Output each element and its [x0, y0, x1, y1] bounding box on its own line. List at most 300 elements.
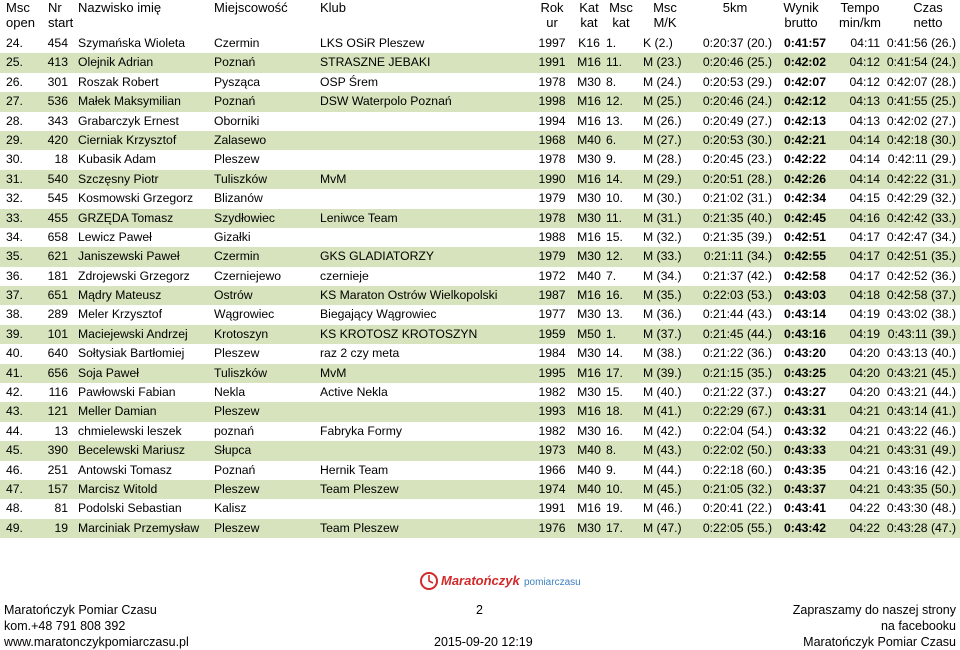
cell-5km-split: 0:21:22 (37.)	[702, 385, 772, 400]
table-row	[0, 402, 960, 421]
cell-name: Roszak Robert	[78, 74, 159, 89]
cell-club: raz 2 czy meta	[320, 346, 400, 361]
cell-start-number: 536	[47, 94, 68, 109]
cell-category: M30	[577, 210, 601, 225]
cell-year: 1984	[538, 346, 566, 361]
cell-city: Tuliszków	[214, 171, 268, 186]
cell-5km-split: 0:20:53 (29.)	[702, 74, 772, 89]
cell-5km-split: 0:21:15 (35.)	[702, 365, 772, 380]
cell-net-time: 0:43:28 (47.)	[886, 520, 956, 535]
cell-pace: 04:17	[849, 249, 880, 264]
cell-category-place: 9.	[606, 152, 617, 167]
table-row	[0, 499, 960, 518]
cell-category-place: 16.	[606, 288, 623, 303]
cell-start-number: 18	[54, 152, 68, 167]
cell-5km-split: 0:20:45 (23.)	[702, 152, 772, 167]
table-row	[0, 73, 960, 92]
cell-club: Fabryka Formy	[320, 423, 402, 438]
table-row	[0, 170, 960, 189]
table-row	[0, 519, 960, 538]
cell-net-time: 0:42:11 (29.)	[887, 152, 956, 167]
cell-net-time: 0:42:02 (27.)	[886, 113, 956, 128]
cell-category: M16	[577, 501, 601, 516]
cell-gender-place: M (34.)	[643, 268, 682, 283]
cell-pace: 04:18	[849, 288, 880, 303]
cell-net-time: 0:43:14 (41.)	[886, 404, 956, 419]
cell-pace: 04:22	[849, 520, 880, 535]
cell-gross-time: 0:42:21	[783, 132, 826, 147]
cell-year: 1998	[538, 94, 566, 109]
table-row	[0, 247, 960, 266]
cell-club: Hernik Team	[320, 462, 389, 477]
cell-year: 1979	[538, 191, 566, 206]
cell-net-time: 0:43:21 (45.)	[886, 365, 956, 380]
cell-start-number: 116	[48, 385, 68, 400]
cell-start-number: 621	[47, 249, 68, 264]
footer-company-right: Maratończyk Pomiar Czasu	[803, 635, 956, 649]
cell-gross-time: 0:43:20	[783, 346, 826, 361]
table-row	[0, 150, 960, 169]
cell-pace: 04:19	[849, 326, 880, 341]
table-row	[0, 325, 960, 344]
cell-category-place: 17.	[606, 520, 623, 535]
cell-5km-split: 0:20:46 (24.)	[702, 94, 772, 109]
cell-gender-place: M (39.)	[643, 365, 682, 380]
cell-position: 28.	[6, 113, 23, 128]
cell-year: 1976	[538, 520, 566, 535]
footer-phone: kom.+48 791 808 392	[4, 619, 126, 633]
cell-position: 47.	[6, 481, 23, 496]
cell-position: 40.	[6, 346, 23, 361]
cell-category-place: 16.	[606, 423, 623, 438]
cell-category: M16	[577, 404, 601, 419]
cell-category-place: 10.	[606, 481, 623, 496]
cell-category-place: 10.	[606, 191, 623, 206]
cell-position: 32.	[6, 191, 23, 206]
cell-start-number: 81	[54, 501, 68, 516]
cell-category: M30	[577, 249, 601, 264]
cell-category: M16	[577, 171, 601, 186]
cell-net-time: 0:43:02 (38.)	[886, 307, 956, 322]
cell-name: Soja Paweł	[78, 365, 139, 380]
cell-category-place: 18.	[606, 404, 623, 419]
cell-net-time: 0:41:55 (25.)	[886, 94, 956, 109]
cell-name: Meler Krzysztof	[78, 307, 162, 322]
cell-start-number: 390	[47, 443, 68, 458]
cell-pace: 04:20	[849, 365, 880, 380]
cell-position: 36.	[6, 268, 23, 283]
cell-gender-place: M (24.)	[643, 74, 682, 89]
cell-position: 33.	[6, 210, 23, 225]
cell-year: 1972	[538, 268, 566, 283]
cell-gender-place: M (44.)	[643, 462, 682, 477]
cell-position: 25.	[6, 55, 23, 70]
cell-year: 1978	[538, 210, 566, 225]
cell-club: Team Pleszew	[320, 520, 399, 535]
cell-gender-place: M (43.)	[643, 443, 682, 458]
cell-5km-split: 0:21:22 (36.)	[702, 346, 772, 361]
cell-club: LKS OSiR Pleszew	[320, 36, 425, 50]
cell-gender-place: M (38.)	[643, 346, 682, 361]
cell-category: M40	[577, 268, 601, 283]
cell-gender-place: M (31.)	[643, 210, 682, 225]
cell-5km-split: 0:21:02 (31.)	[702, 191, 772, 206]
cell-pace: 04:22	[849, 501, 880, 516]
cell-category: M16	[577, 288, 601, 303]
cell-club: czernieje	[320, 268, 369, 283]
cell-category: M30	[577, 423, 601, 438]
col-net: Czas netto	[913, 0, 943, 30]
cell-5km-split: 0:21:35 (40.)	[702, 210, 772, 225]
table-row	[0, 267, 960, 286]
cell-position: 24.	[6, 36, 23, 50]
cell-year: 1990	[538, 171, 566, 186]
maratonczyk-logo	[420, 569, 580, 593]
footer-company: Maratończyk Pomiar Czasu	[4, 603, 157, 617]
cell-name: Olejnik Adrian	[78, 55, 154, 70]
cell-pace: 04:13	[849, 113, 880, 128]
table-header	[0, 0, 960, 30]
cell-position: 35.	[6, 249, 23, 264]
cell-pace: 04:14	[849, 152, 880, 167]
cell-gender-place: M (45.)	[643, 481, 682, 496]
cell-name: Antowski Tomasz	[78, 462, 172, 477]
cell-category: M40	[577, 481, 601, 496]
cell-gender-place: M (23.)	[643, 55, 682, 70]
cell-start-number: 656	[47, 365, 68, 380]
cell-category-place: 12.	[606, 94, 623, 109]
cell-start-number: 251	[47, 462, 68, 477]
cell-pace: 04:15	[849, 191, 880, 206]
cell-year: 1973	[538, 443, 566, 458]
cell-year: 1978	[538, 74, 566, 89]
cell-pace: 04:17	[849, 268, 880, 283]
cell-gender-place: M (32.)	[643, 229, 682, 244]
cell-gender-place: M (41.)	[643, 404, 682, 419]
cell-city: Nekla	[214, 385, 246, 400]
cell-gross-time: 0:42:45	[783, 210, 826, 225]
cell-gross-time: 0:43:42	[783, 520, 826, 535]
cell-start-number: 157	[47, 481, 68, 496]
cell-category-place: 19.	[606, 501, 623, 516]
cell-year: 1966	[538, 462, 566, 477]
cell-net-time: 0:43:30 (48.)	[886, 501, 956, 516]
cell-city: Zalasewo	[214, 132, 267, 147]
cell-position: 41.	[6, 365, 23, 380]
cell-net-time: 0:42:07 (28.)	[886, 74, 956, 89]
cell-gross-time: 0:43:25	[783, 365, 826, 380]
cell-gross-time: 0:43:16	[783, 326, 826, 341]
footer-website[interactable]: www.maratonczykpomiarczasu.pl	[4, 635, 189, 649]
table-row	[0, 344, 960, 363]
col-cat: Kat kat	[579, 0, 599, 30]
cell-gender-place: M (27.)	[643, 132, 682, 147]
cell-5km-split: 0:21:37 (42.)	[702, 268, 772, 283]
cell-start-number: 343	[47, 113, 68, 128]
cell-start-number: 651	[47, 288, 68, 303]
cell-city: Słupca	[214, 443, 252, 458]
cell-pace: 04:13	[849, 94, 880, 109]
cell-city: Kalisz	[214, 501, 247, 516]
cell-gross-time: 0:42:26	[783, 171, 826, 186]
cell-gender-place: M (46.)	[643, 501, 682, 516]
cell-category: M16	[577, 94, 601, 109]
cell-start-number: 545	[47, 191, 68, 206]
cell-net-time: 0:42:47 (34.)	[886, 229, 956, 244]
cell-club: MvM	[320, 365, 347, 380]
cell-city: Pysząca	[214, 74, 261, 89]
cell-pace: 04:21	[849, 462, 880, 477]
cell-name: GRZĘDA Tomasz	[78, 210, 174, 225]
table-row	[0, 53, 960, 72]
cell-category: M40	[577, 443, 601, 458]
cell-club: Biegający Wągrowiec	[320, 307, 437, 322]
cell-name: Janiszewski Paweł	[78, 249, 180, 264]
cell-gender-place: M (42.)	[643, 423, 682, 438]
cell-gender-place: M (25.)	[643, 94, 682, 109]
cell-5km-split: 0:21:45 (44.)	[702, 326, 772, 341]
cell-name: Lewicz Paweł	[78, 229, 152, 244]
cell-city: Oborniki	[214, 113, 260, 128]
cell-city: Pleszew	[214, 481, 260, 496]
cell-start-number: 658	[47, 229, 68, 244]
cell-name: Grabarczyk Ernest	[78, 113, 179, 128]
cell-start-number: 640	[47, 346, 68, 361]
cell-gender-place: M (30.)	[643, 191, 682, 206]
cell-5km-split: 0:22:04 (54.)	[702, 423, 772, 438]
cell-gross-time: 0:42:13	[783, 113, 826, 128]
cell-category-place: 7.	[606, 268, 617, 283]
cell-net-time: 0:41:54 (24.)	[886, 55, 956, 70]
cell-club: Leniwce Team	[320, 210, 398, 225]
cell-name: Szymańska Wioleta	[78, 36, 186, 50]
cell-net-time: 0:43:11 (39.)	[887, 326, 956, 341]
cell-gross-time: 0:42:22	[783, 152, 826, 167]
cell-start-number: 181	[47, 268, 68, 283]
cell-position: 29.	[6, 132, 23, 147]
cell-start-number: 454	[47, 36, 68, 50]
cell-category-place: 14.	[606, 171, 623, 186]
cell-city: Tuliszków	[214, 365, 268, 380]
col-gross: Wynik brutto	[783, 0, 819, 30]
cell-net-time: 0:41:56 (26.)	[886, 36, 956, 50]
cell-city: Ostrów	[214, 288, 253, 303]
footer-invite: Zapraszamy do naszej strony	[792, 603, 956, 617]
cell-club: Team Pleszew	[320, 481, 399, 496]
logo-clock-hands	[429, 575, 433, 583]
cell-gross-time: 0:42:12	[783, 94, 826, 109]
cell-category: M50	[577, 326, 601, 341]
cell-club: STRASZNE JEBAKI	[320, 55, 431, 70]
cell-category-place: 13.	[606, 113, 623, 128]
cell-start-number: 289	[47, 307, 68, 322]
cell-category: M30	[577, 191, 601, 206]
cell-gender-place: M (26.)	[643, 113, 682, 128]
cell-gender-place: M (35.)	[643, 288, 682, 303]
cell-category: M16	[577, 113, 601, 128]
cell-category: M16	[577, 55, 601, 70]
cell-year: 1979	[538, 249, 566, 264]
cell-name: Meller Damian	[78, 404, 157, 419]
cell-category: M30	[577, 520, 601, 535]
cell-position: 42.	[6, 385, 23, 400]
table-row	[0, 92, 960, 111]
cell-category: M30	[577, 385, 601, 400]
cell-pace: 04:21	[849, 443, 880, 458]
cell-gross-time: 0:43:41	[783, 501, 826, 516]
cell-gross-time: 0:43:14	[783, 307, 826, 322]
cell-city: Czermin	[214, 249, 260, 264]
cell-gender-place: M (36.)	[643, 307, 682, 322]
cell-start-number: 420	[47, 132, 68, 147]
cell-year: 1977	[538, 307, 566, 322]
cell-5km-split: 0:22:03 (53.)	[702, 288, 772, 303]
cell-5km-split: 0:22:05 (55.)	[702, 520, 772, 535]
cell-category-place: 11.	[606, 55, 623, 70]
cell-category-place: 15.	[606, 385, 623, 400]
cell-name: Kosmowski Grzegorz	[78, 191, 194, 206]
cell-club: OSP Śrem	[320, 74, 379, 89]
cell-pace: 04:12	[849, 74, 880, 89]
table-row	[0, 131, 960, 150]
cell-5km-split: 0:21:35 (39.)	[702, 229, 772, 244]
cell-name: Szczęsny Piotr	[78, 171, 159, 186]
cell-category-place: 8.	[606, 443, 617, 458]
cell-category-place: 14.	[606, 346, 623, 361]
table-row	[0, 461, 960, 480]
cell-net-time: 0:42:18 (30.)	[886, 132, 956, 147]
cell-net-time: 0:42:58 (37.)	[886, 288, 956, 303]
cell-net-time: 0:43:35 (50.)	[886, 481, 956, 496]
cell-gross-time: 0:42:07	[783, 74, 826, 89]
cell-pace: 04:12	[849, 55, 880, 70]
cell-net-time: 0:42:22 (31.)	[886, 171, 956, 186]
cell-position: 37.	[6, 288, 23, 303]
cell-city: Blizanów	[214, 191, 263, 206]
cell-category-place: 17.	[606, 365, 623, 380]
cell-gender-place: M (28.)	[643, 152, 682, 167]
cell-category-place: 11.	[606, 210, 623, 225]
cell-gender-place: M (37.)	[643, 326, 682, 341]
print-datetime: 2015-09-20 12:19	[434, 635, 533, 649]
logo-sub-text: pomiarczasu	[524, 577, 580, 588]
cell-year: 1968	[538, 132, 566, 147]
cell-category-place: 12.	[606, 249, 623, 264]
cell-net-time: 0:42:42 (33.)	[886, 210, 956, 225]
cell-city: Poznań	[214, 55, 256, 70]
table-row	[0, 34, 960, 53]
cell-position: 34.	[6, 229, 23, 244]
cell-year: 1995	[538, 365, 566, 380]
cell-net-time: 0:43:13 (40.)	[886, 346, 956, 361]
cell-5km-split: 0:20:37 (20.)	[702, 36, 772, 50]
cell-category-place: 8.	[606, 74, 617, 89]
cell-position: 31.	[6, 171, 23, 186]
cell-gross-time: 0:43:32	[783, 423, 826, 438]
cell-start-number: 121	[47, 404, 68, 419]
cell-5km-split: 0:20:46 (25.)	[702, 55, 772, 70]
cell-gross-time: 0:43:27	[783, 385, 826, 400]
cell-category: M16	[577, 229, 601, 244]
table-row	[0, 480, 960, 499]
cell-start-number: 13	[54, 423, 68, 438]
cell-start-number: 455	[47, 210, 68, 225]
cell-pace: 04:21	[849, 423, 880, 438]
col-pace: Tempo min/km	[839, 0, 881, 30]
cell-name: Podolski Sebastian	[78, 501, 182, 516]
cell-position: 43.	[6, 404, 23, 419]
cell-gross-time: 0:42:55	[783, 249, 826, 264]
cell-category: K16	[578, 36, 600, 50]
cell-net-time: 0:42:52 (36.)	[886, 268, 956, 283]
cell-year: 1991	[538, 501, 566, 516]
col-msc-kat: Msc kat	[609, 0, 633, 30]
cell-club: Active Nekla	[320, 385, 388, 400]
cell-pace: 04:19	[849, 307, 880, 322]
table-row	[0, 228, 960, 247]
cell-pace: 04:14	[849, 171, 880, 186]
cell-year: 1982	[538, 385, 566, 400]
table-row	[0, 112, 960, 131]
cell-city: Pleszew	[214, 152, 260, 167]
cell-5km-split: 0:20:49 (27.)	[702, 113, 772, 128]
cell-pace: 04:11	[850, 36, 880, 50]
cell-city: Poznań	[214, 94, 256, 109]
cell-5km-split: 0:21:11 (34.)	[703, 249, 772, 264]
cell-pace: 04:20	[849, 346, 880, 361]
cell-city: Pleszew	[214, 520, 260, 535]
cell-gross-time: 0:41:57	[783, 36, 826, 50]
cell-name: Marcisz Witold	[78, 481, 158, 496]
cell-5km-split: 0:22:18 (60.)	[702, 462, 772, 477]
cell-net-time: 0:43:31 (49.)	[886, 443, 956, 458]
logo-graphic	[420, 569, 580, 593]
col-nr-start: Nr start	[48, 0, 74, 30]
cell-position: 44.	[6, 423, 23, 438]
cell-start-number: 540	[47, 171, 68, 186]
cell-net-time: 0:43:22 (46.)	[886, 423, 956, 438]
table-row	[0, 189, 960, 208]
cell-name: Mądry Mateusz	[78, 288, 162, 303]
cell-gender-place: K (2.)	[643, 36, 673, 50]
cell-gender-place: M (47.)	[643, 520, 682, 535]
footer-facebook-link[interactable]: na facebooku	[880, 619, 956, 633]
cell-position: 30.	[6, 152, 23, 167]
cell-name: Pawłowski Fabian	[78, 385, 176, 400]
cell-category-place: 1.	[606, 36, 617, 50]
col-year: Rok ur	[540, 0, 564, 30]
cell-pace: 04:17	[849, 229, 880, 244]
page-number: 2	[476, 603, 483, 617]
cell-city: Pleszew	[214, 346, 260, 361]
cell-start-number: 101	[47, 326, 68, 341]
cell-category-place: 9.	[606, 462, 617, 477]
col-club: Klub	[320, 0, 347, 15]
table-row	[0, 286, 960, 305]
cell-gross-time: 0:43:33	[783, 443, 826, 458]
cell-pace: 04:20	[849, 385, 880, 400]
cell-category: M30	[577, 307, 601, 322]
cell-gross-time: 0:42:02	[783, 55, 826, 70]
cell-name: Kubasik Adam	[78, 152, 156, 167]
cell-club: KS KROTOSZ KROTOSZYN	[320, 326, 478, 341]
cell-year: 1987	[538, 288, 566, 303]
cell-year: 1974	[538, 481, 566, 496]
cell-name: chmielewski leszek	[78, 423, 182, 438]
table-row	[0, 441, 960, 460]
cell-city: Czerniejewo	[214, 268, 282, 283]
cell-year: 1997	[538, 36, 566, 50]
